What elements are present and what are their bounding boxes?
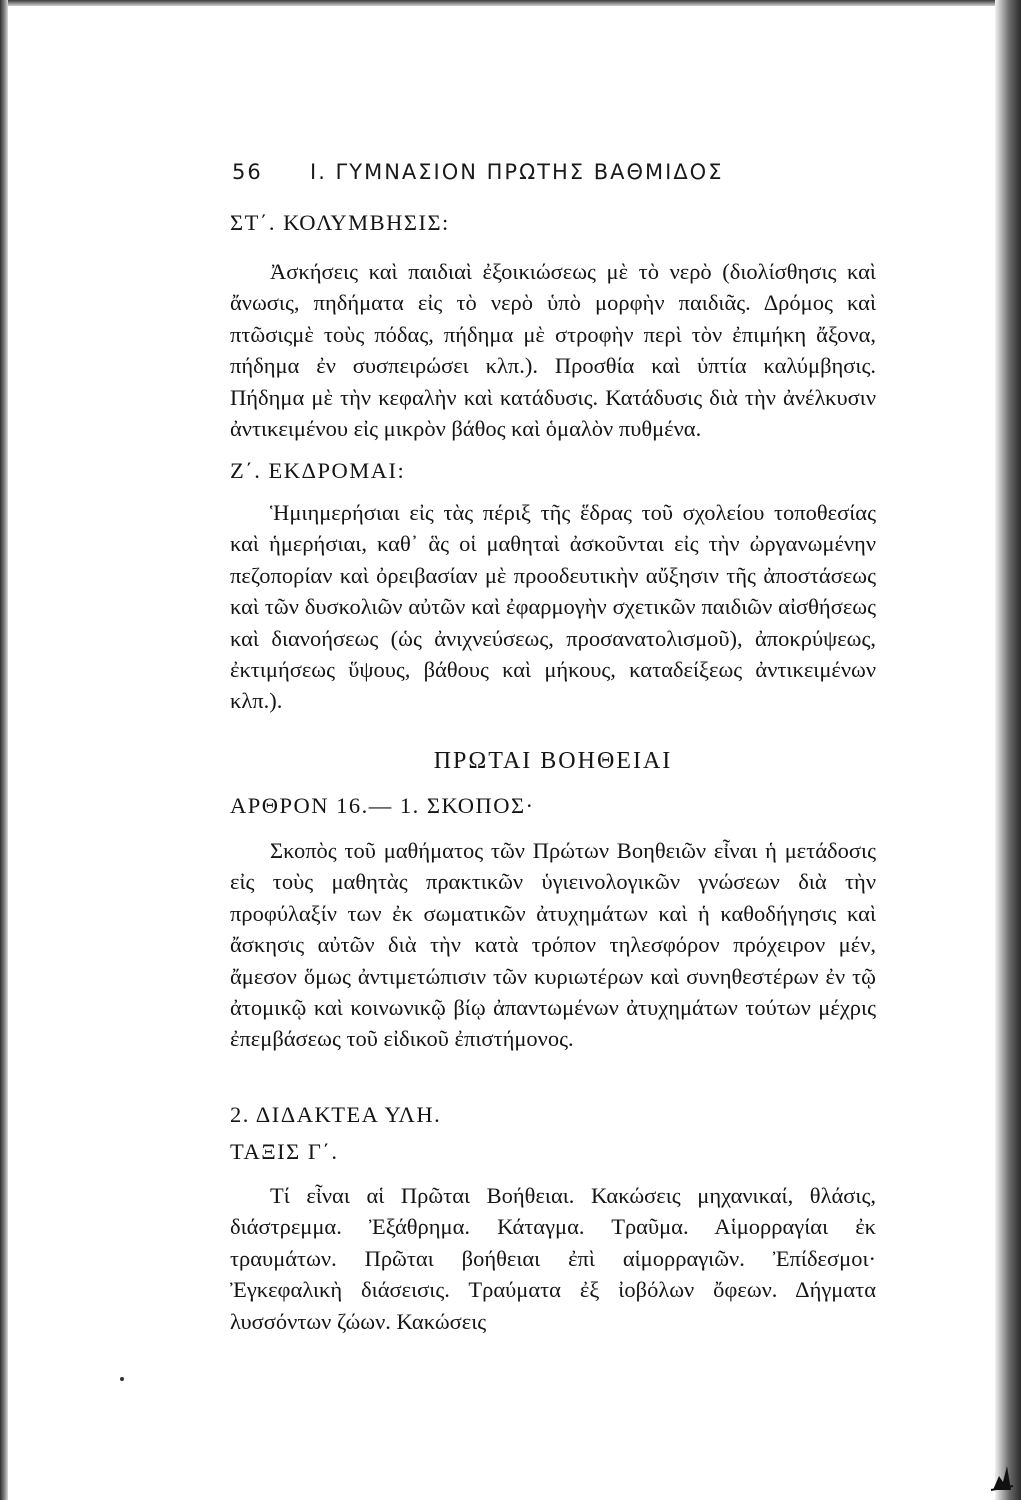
corner-stamp-mark bbox=[989, 1446, 1015, 1492]
margin-speck bbox=[120, 1377, 124, 1381]
class-paragraph: Τί εἶναι αἱ Πρῶται Βοήθειαι. Κακώσεις μηχανικαί, θλάσις, διάστρεμμα. Ἐξάθρημα. Κάταγμα. Τραῦμα. Αἱμορραγίαι ἐκ τραυμάτων. Πρῶται βοήθειαι ἐπὶ αἱμορραγιῶν. Ἐπίδεσμοι· Ἐγκεφαλικὴ διάσεισις. Τραύματα ἐξ ἰοβόλων ὄφεων. Δήγματα λυσσόντων ζώων. Κακώσεις bbox=[230, 1183, 876, 1334]
first-aid-heading: ΠΡΩΤΑΙ ΒΟΗΘΕΙΑΙ bbox=[433, 748, 673, 774]
scan-left-edge bbox=[0, 0, 8, 1500]
article-heading: ΑΡΘΡΟΝ 16.— 1. ΣΚΟΠΟΣ· bbox=[230, 793, 535, 818]
excursions-paragraph: Ἡμιημερήσιαι εἰς τὰς πέριξ τῆς ἕδρας τοῦ σχολείου τοποθεσίας καὶ ἡμερήσιαι, καθ᾽ ἃς οἱ μαθηταὶ ἀσκοῦνται εἰς τὴν ὠργανωμένην πεζοπορίαν καὶ ὀρειβασίαν μὲ προοδευτικὴν αὔξησιν τῆς ἀποστάσεως καὶ τῶν δυσκολιῶν αὐτῶν καὶ ἐφαρμογὴν σχετικῶν παιδιῶν αἰσθήσεως καὶ διανοήσεως (ὡς ἀνιχνεύσεως, προσανατολισμοῦ), ἀποκρύψεως, ἐκτιμήσεως ὕψους, βάθους καὶ μήκους, καταδείξεως ἀντικειμένων κλπ.). bbox=[230, 500, 876, 714]
running-title: I. ΓΥΜΝΑΣΙΟΝ ΠΡΩΤΗΣ ΒΑΘΜΙΔΟΣ bbox=[310, 160, 724, 184]
scan-right-edge bbox=[995, 0, 1021, 1500]
running-header bbox=[232, 160, 723, 184]
swimming-paragraph: Ἀσκήσεις καὶ παιδιαὶ ἐξοικιώσεως μὲ τὸ νερὸ (διολίσθησις καὶ ἄνωσις, πηδήματα εἰς τὸ νερὸ ὑπὸ μορφὴν παιδιᾶς. Δρόμος καὶ πτῶσιςμὲ τοὺς πόδας, πήδημα μὲ στροφὴν περὶ τὸν ἐπιμήκη ἄξονα, πήδημα ἐν συσπειρώσει κλπ.). Προσθία καὶ ὑπτία καλύμβησις. Πήδημα μὲ τὴν κεφαλὴν καὶ κατάδυσις. Κατάδυσις διὰ τὴν ἀνέλκυσιν ἀντικειμένου εἰς μικρὸν βάθος καὶ ὁμαλὸν πυθμένα. bbox=[230, 259, 876, 442]
excursions-heading: Ζ΄. ΕΚΔΡΟΜΑΙ: bbox=[230, 458, 406, 483]
swimming-heading: ΣΤ΄. ΚΟΛΥΜΒΗΣΙΣ: bbox=[230, 210, 450, 235]
scan-top-shadow bbox=[0, 0, 1021, 6]
page-number: 56 bbox=[232, 160, 263, 184]
purpose-paragraph: Σκοπὸς τοῦ μαθήματος τῶν Πρώτων Βοηθειῶν εἶναι ἡ μετάδοσις εἰς τοὺς μαθητὰς πρακτικῶν ὑγιεινολογικῶν γνώσεων διὰ τὴν προφύλαξίν των ἐκ σωματικῶν ἀτυχημάτων καὶ ἡ καθοδήγησις καὶ ἄσκησις αὐτῶν διὰ τὴν κατὰ τρόπον τηλεσφόρον πρόχειρον μέν, ἄμεσον ὅμως ἀντιμετώπισιν τῶν κυριωτέρων καὶ συνηθεστέρων ἐν τῷ ἀτομικῷ καὶ κοινωνικῷ βίῳ ἀπαντωμένων ἀτυχημάτων τούτων μέχρις ἐπεμβάσεως τοῦ εἰδικοῦ ἐπιστήμονος. bbox=[230, 838, 876, 1052]
class-heading: ΤΑΞΙΣ Γ΄. bbox=[230, 1139, 339, 1164]
material-heading: 2. ΔΙΔΑΚΤΕΑ ΥΛΗ. bbox=[230, 1102, 442, 1127]
